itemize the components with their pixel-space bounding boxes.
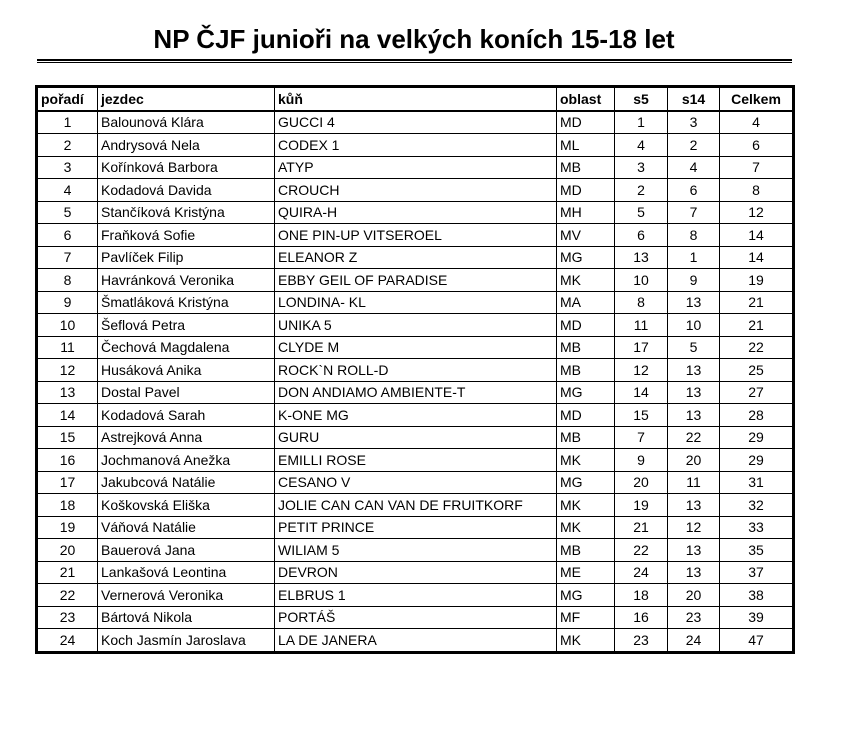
cell-s14: 24 <box>668 629 720 653</box>
table-row <box>37 381 794 404</box>
cell-rank: 4 <box>37 179 98 202</box>
cell-rider: Kodadová Sarah <box>98 404 275 427</box>
cell-region: MK <box>557 449 615 472</box>
cell-horse: GUCCI 4 <box>275 111 557 134</box>
cell-region: MD <box>557 314 615 337</box>
cell-rank: 14 <box>37 404 98 427</box>
cell-horse: ATYP <box>275 156 557 179</box>
table-row <box>37 561 794 584</box>
cell-horse: PORTÁŠ <box>275 606 557 629</box>
cell-rank: 21 <box>37 561 98 584</box>
cell-region: MH <box>557 201 615 224</box>
table-row <box>37 516 794 539</box>
cell-s14: 10 <box>668 314 720 337</box>
cell-rider: Husáková Anika <box>98 359 275 382</box>
cell-rank: 16 <box>37 449 98 472</box>
cell-horse: LONDINA- KL <box>275 291 557 314</box>
cell-rider: Fraňková Sofie <box>98 224 275 247</box>
cell-region: MV <box>557 224 615 247</box>
cell-rank: 11 <box>37 336 98 359</box>
cell-region: MG <box>557 584 615 607</box>
cell-rank: 22 <box>37 584 98 607</box>
cell-rank: 9 <box>37 291 98 314</box>
cell-horse: QUIRA-H <box>275 201 557 224</box>
cell-s14: 1 <box>668 246 720 269</box>
cell-rank: 13 <box>37 381 98 404</box>
cell-s14: 13 <box>668 561 720 584</box>
table-row <box>37 471 794 494</box>
cell-horse: ROCK`N ROLL-D <box>275 359 557 382</box>
cell-rider: Havránková Veronika <box>98 269 275 292</box>
table-row <box>37 426 794 449</box>
cell-total: 31 <box>720 471 794 494</box>
cell-region: MD <box>557 179 615 202</box>
header-s5: s5 <box>615 87 668 111</box>
cell-s14: 11 <box>668 471 720 494</box>
table-row <box>37 449 794 472</box>
cell-s5: 17 <box>615 336 668 359</box>
cell-s5: 4 <box>615 134 668 157</box>
cell-region: MG <box>557 246 615 269</box>
cell-s14: 7 <box>668 201 720 224</box>
table-row <box>37 314 794 337</box>
cell-region: MD <box>557 404 615 427</box>
cell-total: 21 <box>720 291 794 314</box>
header-rider: jezdec <box>98 87 275 111</box>
table-row <box>37 606 794 629</box>
table-row <box>37 291 794 314</box>
cell-region: MA <box>557 291 615 314</box>
cell-rank: 1 <box>37 111 98 134</box>
cell-rider: Stančíková Kristýna <box>98 201 275 224</box>
cell-rider: Pavlíček Filip <box>98 246 275 269</box>
cell-total: 7 <box>720 156 794 179</box>
cell-s5: 5 <box>615 201 668 224</box>
cell-rider: Andrysová Nela <box>98 134 275 157</box>
cell-total: 22 <box>720 336 794 359</box>
cell-total: 14 <box>720 246 794 269</box>
cell-s14: 8 <box>668 224 720 247</box>
header-s14: s14 <box>668 87 720 111</box>
cell-s14: 23 <box>668 606 720 629</box>
cell-rank: 5 <box>37 201 98 224</box>
cell-s14: 3 <box>668 111 720 134</box>
page-title: NP ČJF junioři na velkých koních 15-18 let <box>153 24 675 54</box>
cell-s5: 1 <box>615 111 668 134</box>
cell-region: MK <box>557 516 615 539</box>
cell-horse: CLYDE M <box>275 336 557 359</box>
cell-total: 29 <box>720 449 794 472</box>
cell-rider: Čechová Magdalena <box>98 336 275 359</box>
cell-s5: 13 <box>615 246 668 269</box>
cell-s5: 15 <box>615 404 668 427</box>
cell-s5: 9 <box>615 449 668 472</box>
cell-horse: CODEX 1 <box>275 134 557 157</box>
cell-s5: 23 <box>615 629 668 653</box>
cell-s5: 22 <box>615 539 668 562</box>
cell-total: 27 <box>720 381 794 404</box>
results-body <box>37 111 794 653</box>
cell-total: 37 <box>720 561 794 584</box>
cell-total: 21 <box>720 314 794 337</box>
cell-rider: Balounová Klára <box>98 111 275 134</box>
cell-total: 4 <box>720 111 794 134</box>
table-row <box>37 336 794 359</box>
cell-s14: 6 <box>668 179 720 202</box>
cell-rank: 12 <box>37 359 98 382</box>
cell-rider: Váňová Natálie <box>98 516 275 539</box>
cell-region: ME <box>557 561 615 584</box>
cell-s14: 22 <box>668 426 720 449</box>
table-row <box>37 246 794 269</box>
cell-s14: 2 <box>668 134 720 157</box>
cell-s5: 8 <box>615 291 668 314</box>
table-row <box>37 269 794 292</box>
cell-horse: CROUCH <box>275 179 557 202</box>
cell-rank: 18 <box>37 494 98 517</box>
cell-rank: 20 <box>37 539 98 562</box>
table-row <box>37 404 794 427</box>
cell-s14: 12 <box>668 516 720 539</box>
cell-rider: Šmatláková Kristýna <box>98 291 275 314</box>
cell-rank: 6 <box>37 224 98 247</box>
cell-s14: 13 <box>668 539 720 562</box>
cell-region: MG <box>557 471 615 494</box>
cell-rank: 15 <box>37 426 98 449</box>
table-row <box>37 359 794 382</box>
cell-rank: 7 <box>37 246 98 269</box>
cell-rider: Koch Jasmín Jaroslava <box>98 629 275 653</box>
cell-horse: UNIKA 5 <box>275 314 557 337</box>
cell-horse: EBBY GEIL OF PARADISE <box>275 269 557 292</box>
table-row <box>37 584 794 607</box>
cell-rank: 24 <box>37 629 98 653</box>
cell-horse: GURU <box>275 426 557 449</box>
header-row <box>37 87 794 111</box>
cell-region: MK <box>557 269 615 292</box>
table-row <box>37 179 794 202</box>
cell-horse: DON ANDIAMO AMBIENTE-T <box>275 381 557 404</box>
cell-horse: K-ONE MG <box>275 404 557 427</box>
cell-s14: 20 <box>668 449 720 472</box>
cell-s14: 13 <box>668 359 720 382</box>
cell-region: MB <box>557 426 615 449</box>
cell-horse: JOLIE CAN CAN VAN DE FRUITKORF <box>275 494 557 517</box>
cell-rank: 3 <box>37 156 98 179</box>
table-row <box>37 201 794 224</box>
cell-region: MF <box>557 606 615 629</box>
header-region: oblast <box>557 87 615 111</box>
cell-s5: 21 <box>615 516 668 539</box>
cell-horse: DEVRON <box>275 561 557 584</box>
cell-s14: 13 <box>668 291 720 314</box>
cell-s14: 13 <box>668 404 720 427</box>
cell-region: MG <box>557 381 615 404</box>
cell-rider: Kodadová Davida <box>98 179 275 202</box>
cell-rank: 23 <box>37 606 98 629</box>
cell-total: 35 <box>720 539 794 562</box>
table-row <box>37 494 794 517</box>
table-row <box>37 539 794 562</box>
cell-rider: Koškovská Eliška <box>98 494 275 517</box>
cell-total: 19 <box>720 269 794 292</box>
cell-total: 8 <box>720 179 794 202</box>
table-row <box>37 134 794 157</box>
title-underline <box>37 59 792 63</box>
header-total: Celkem <box>720 87 794 111</box>
cell-region: ML <box>557 134 615 157</box>
cell-horse: ELEANOR Z <box>275 246 557 269</box>
cell-horse: ELBRUS 1 <box>275 584 557 607</box>
cell-s14: 20 <box>668 584 720 607</box>
cell-horse: WILIAM 5 <box>275 539 557 562</box>
cell-region: MB <box>557 359 615 382</box>
table-row <box>37 111 794 134</box>
cell-s5: 10 <box>615 269 668 292</box>
cell-total: 47 <box>720 629 794 653</box>
cell-rank: 19 <box>37 516 98 539</box>
cell-horse: CESANO V <box>275 471 557 494</box>
cell-s14: 4 <box>668 156 720 179</box>
cell-total: 14 <box>720 224 794 247</box>
cell-rank: 17 <box>37 471 98 494</box>
cell-s5: 19 <box>615 494 668 517</box>
cell-rider: Bauerová Jana <box>98 539 275 562</box>
cell-region: MK <box>557 494 615 517</box>
cell-s5: 16 <box>615 606 668 629</box>
table-row <box>37 629 794 653</box>
cell-horse: ONE PIN-UP VITSEROEL <box>275 224 557 247</box>
cell-s14: 5 <box>668 336 720 359</box>
cell-horse: PETIT PRINCE <box>275 516 557 539</box>
header-horse: kůň <box>275 87 557 111</box>
cell-s5: 24 <box>615 561 668 584</box>
cell-rider: Jochmanová Anežka <box>98 449 275 472</box>
cell-region: MB <box>557 156 615 179</box>
cell-horse: LA DE JANERA <box>275 629 557 653</box>
cell-s14: 13 <box>668 494 720 517</box>
cell-rider: Dostal Pavel <box>98 381 275 404</box>
table-row <box>37 156 794 179</box>
cell-s14: 9 <box>668 269 720 292</box>
cell-total: 28 <box>720 404 794 427</box>
cell-total: 38 <box>720 584 794 607</box>
header-rank: pořadí <box>37 87 98 111</box>
cell-total: 12 <box>720 201 794 224</box>
cell-s5: 2 <box>615 179 668 202</box>
cell-rank: 2 <box>37 134 98 157</box>
cell-rider: Kořínková Barbora <box>98 156 275 179</box>
cell-s5: 18 <box>615 584 668 607</box>
cell-region: MB <box>557 336 615 359</box>
table-row <box>37 224 794 247</box>
results-table <box>35 85 795 654</box>
cell-rank: 8 <box>37 269 98 292</box>
cell-rider: Lankašová Leontina <box>98 561 275 584</box>
cell-total: 33 <box>720 516 794 539</box>
cell-s5: 7 <box>615 426 668 449</box>
cell-horse: EMILLI ROSE <box>275 449 557 472</box>
cell-rider: Bártová Nikola <box>98 606 275 629</box>
cell-rider: Jakubcová Natálie <box>98 471 275 494</box>
cell-rider: Šeflová Petra <box>98 314 275 337</box>
cell-s5: 14 <box>615 381 668 404</box>
cell-total: 6 <box>720 134 794 157</box>
cell-s5: 11 <box>615 314 668 337</box>
cell-total: 32 <box>720 494 794 517</box>
cell-rank: 10 <box>37 314 98 337</box>
cell-rider: Vernerová Veronika <box>98 584 275 607</box>
cell-s5: 6 <box>615 224 668 247</box>
cell-region: MK <box>557 629 615 653</box>
cell-total: 39 <box>720 606 794 629</box>
cell-region: MD <box>557 111 615 134</box>
cell-s5: 20 <box>615 471 668 494</box>
cell-total: 25 <box>720 359 794 382</box>
cell-s5: 3 <box>615 156 668 179</box>
cell-rider: Astrejková Anna <box>98 426 275 449</box>
cell-s14: 13 <box>668 381 720 404</box>
cell-region: MB <box>557 539 615 562</box>
cell-total: 29 <box>720 426 794 449</box>
cell-s5: 12 <box>615 359 668 382</box>
